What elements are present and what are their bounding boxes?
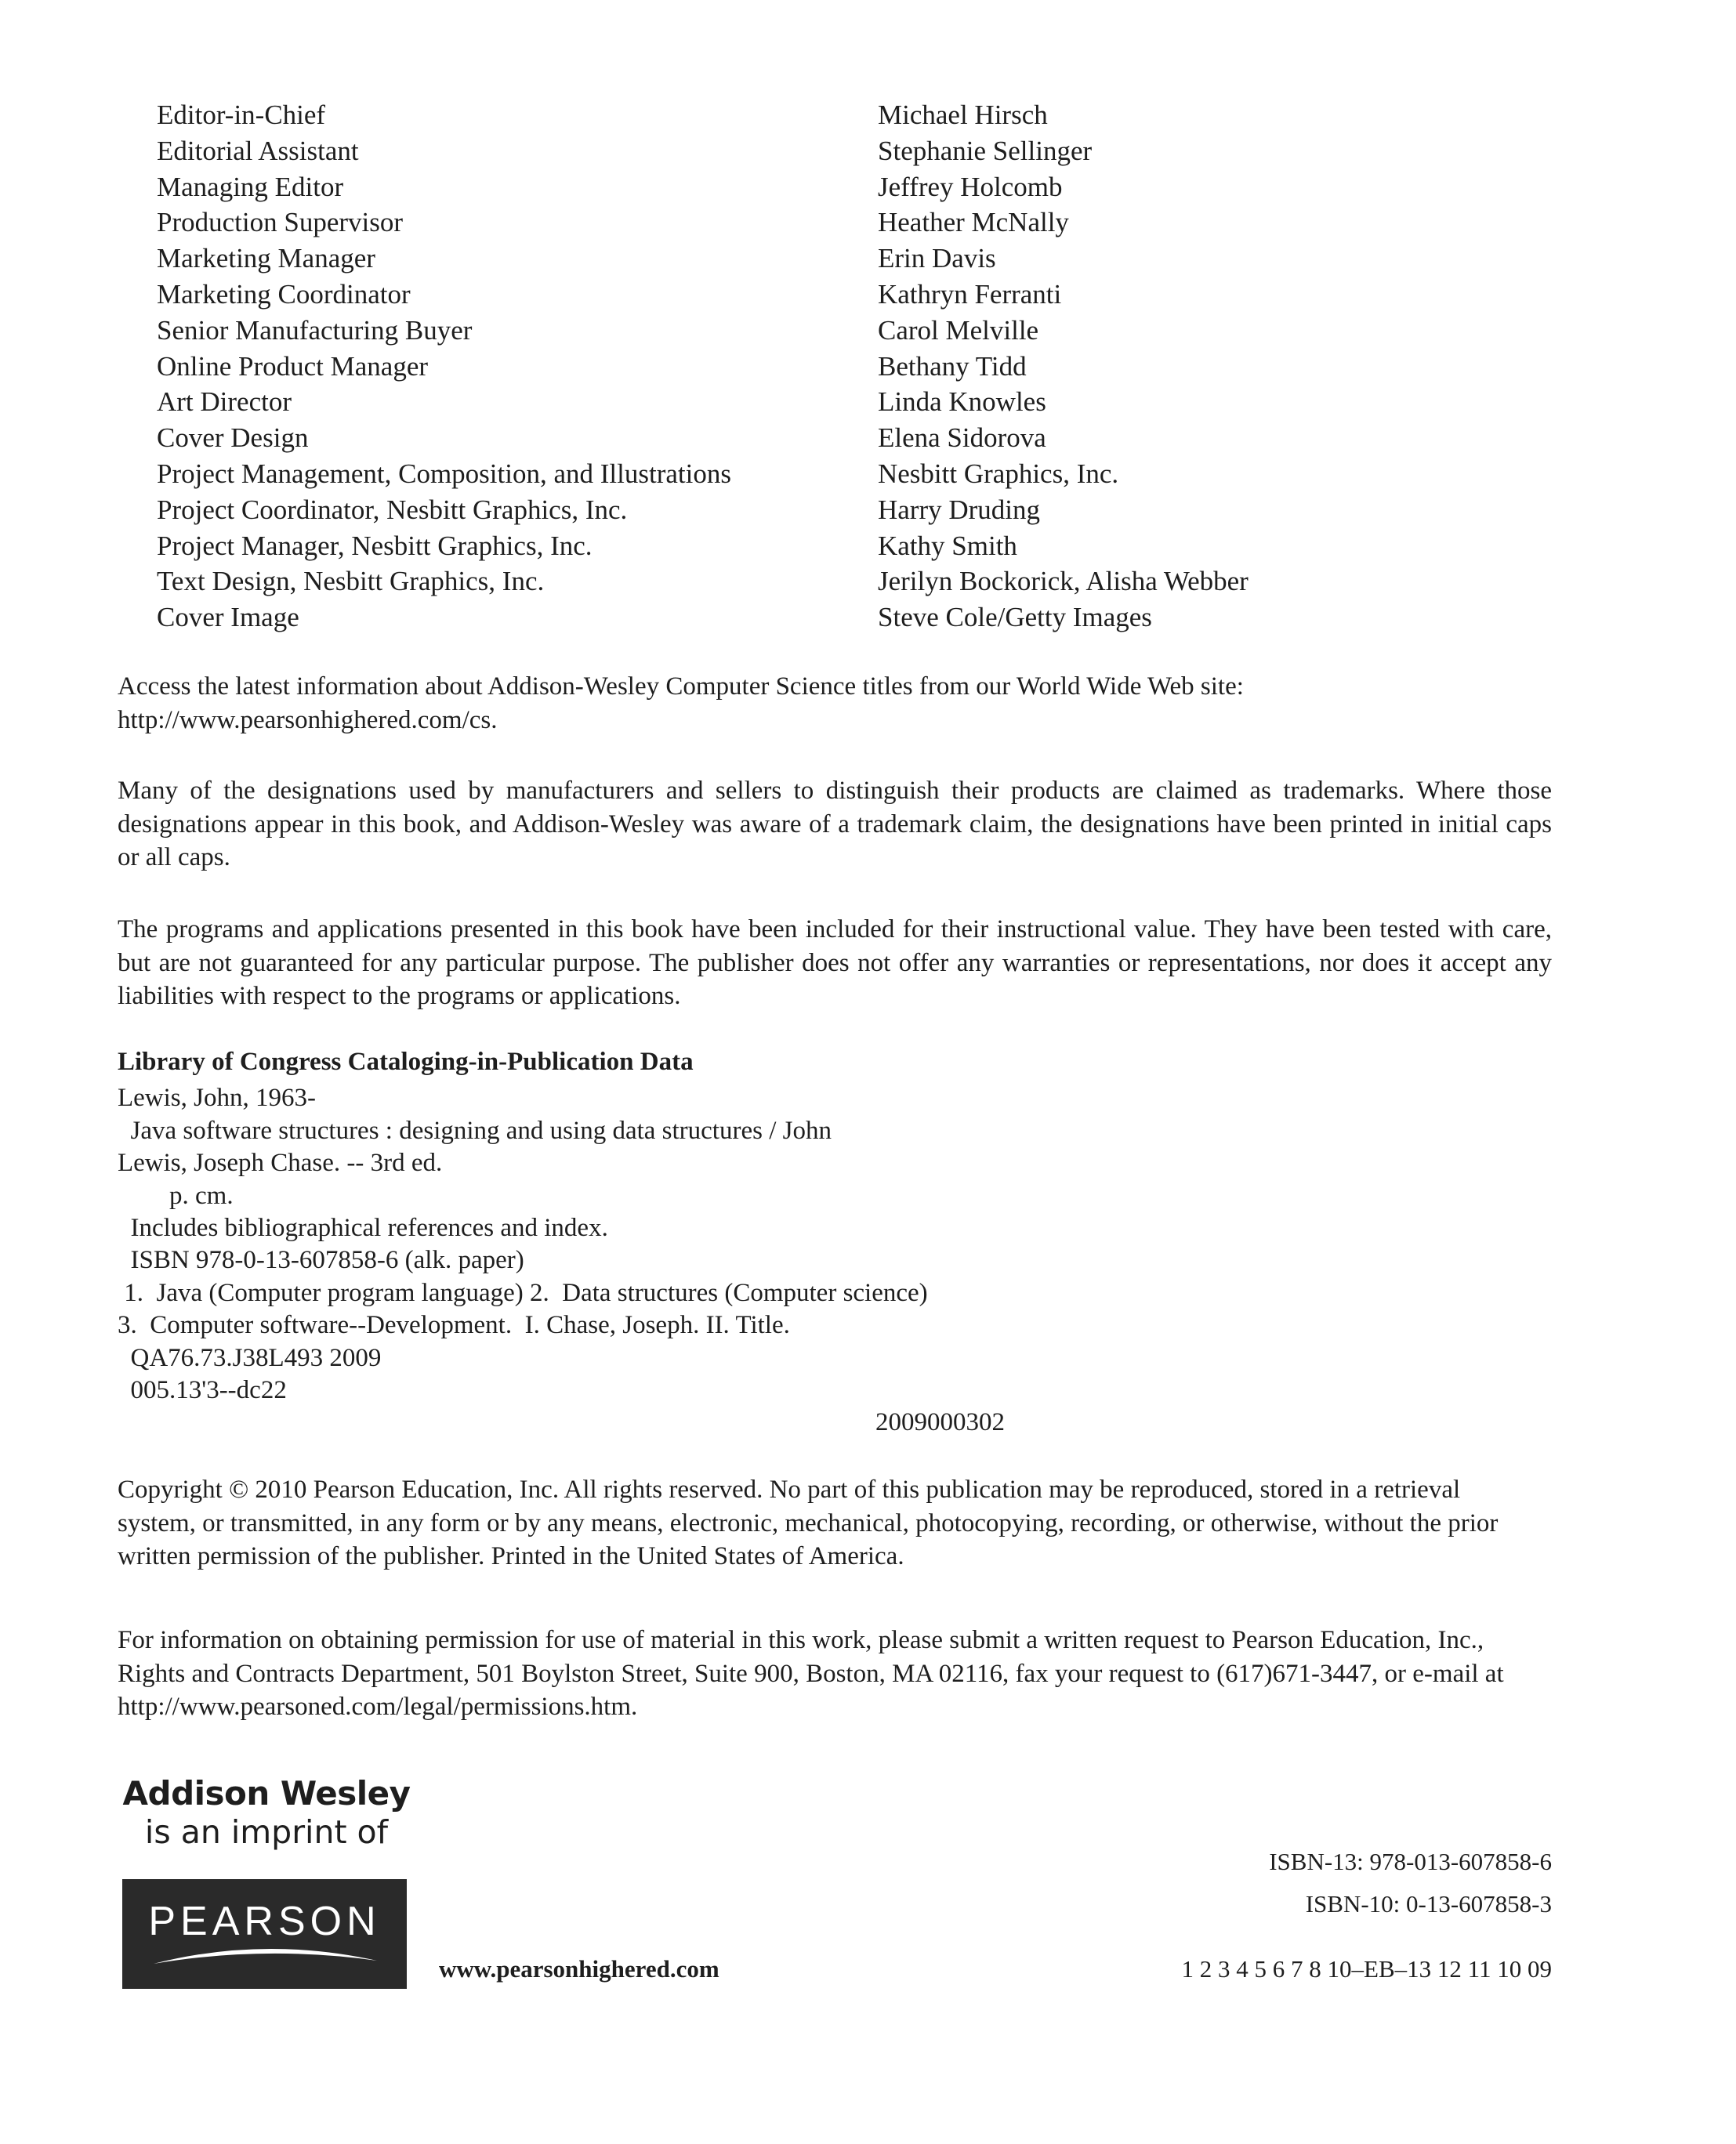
credit-role: Cover Image (157, 602, 299, 633)
warranty-notice (118, 913, 1552, 1013)
credit-row (157, 205, 1599, 241)
credit-row (157, 313, 1599, 349)
credit-row (157, 349, 1599, 385)
credit-role: Art Director (157, 386, 292, 418)
imprint-subtitle: is an imprint of (144, 1813, 389, 1851)
credit-role: Editor-in-Chief (157, 100, 326, 130)
credit-name: Linda Knowles (878, 386, 1046, 418)
pearson-logo (122, 1879, 407, 1989)
credit-row (157, 563, 1599, 599)
lccn-number: 2009000302 (875, 1408, 1005, 1437)
isbn-13: ISBN-13: 978-013-607858-6 (1269, 1848, 1552, 1875)
credit-role: Marketing Coordinator (157, 278, 411, 310)
credit-row (157, 133, 1599, 169)
cip-line: Includes bibliographical references and index. (118, 1213, 608, 1242)
warranty-notice-text: The programs and applications presented in this book have been included for their instructional value. They have been tested with care, but are not guaranteed for any particular purpose. The publisher does not offer any warranties or representations, nor does it accept any liabilities with respect to the programs or applications. (118, 915, 1552, 1010)
credit-row (157, 169, 1599, 205)
credit-name: Stephanie Sellinger (878, 135, 1093, 166)
credit-role: Production Supervisor (157, 207, 404, 238)
cip-heading: Library of Congress Cataloging-in-Publication Data (118, 1048, 694, 1076)
credit-role: Text Design, Nesbitt Graphics, Inc. (157, 566, 545, 597)
credit-name: Elena Sidorova (878, 422, 1046, 454)
credit-row (157, 456, 1599, 492)
credit-name: Harry Druding (878, 494, 1041, 525)
credit-role: Project Manager, Nesbitt Graphics, Inc. (157, 530, 593, 561)
print-line: 1 2 3 4 5 6 7 8 10–EB–13 12 11 10 09 (1181, 1955, 1552, 1983)
credit-name: Steve Cole/Getty Images (878, 602, 1152, 633)
credit-role: Project Coordinator, Nesbitt Graphics, Inc. (157, 494, 628, 525)
trademark-notice-text: Many of the designations used by manufacturers and sellers to distinguish their products are claimed as trademarks. Where those designations appear in this book, and Addison-Wesley was aware of a trademark claim, the designations have been printed in initial caps or all caps. (118, 777, 1552, 871)
cip-line: p. cm. (118, 1181, 234, 1210)
cip-line: 005.13'3--dc22 (118, 1375, 287, 1404)
isbn-10: ISBN-10: 0-13-607858-3 (1305, 1890, 1552, 1918)
credit-row (157, 97, 1599, 133)
credit-name: Kathy Smith (878, 530, 1017, 561)
credit-name: Heather McNally (878, 207, 1069, 238)
cip-line: 3. Computer software--Development. I. Chase, Joseph. II. Title. (118, 1311, 790, 1340)
imprint-statement (118, 1775, 415, 1850)
copyright-notice-text: Copyright © 2010 Pearson Education, Inc. All rights reserved. No part of this publication may be reproduced, stored in a retrieval system, or transmitted, in any form or by any means, electronic, mechanical, photocopying, recording, or otherwise, without the prior written permission of the publisher. Printed in the United States of America. (118, 1476, 1499, 1570)
cip-line: ISBN 978-0-13-607858-6 (alk. paper) (118, 1246, 524, 1275)
credit-row (157, 277, 1599, 313)
cip-line: QA76.73.J38L493 2009 (118, 1343, 382, 1372)
credit-role: Project Management, Composition, and Illustrations (157, 458, 731, 489)
credit-role: Cover Design (157, 422, 309, 454)
credit-name: Jeffrey Holcomb (878, 171, 1063, 202)
credit-name: Jerilyn Bockorick, Alisha Webber (878, 566, 1249, 597)
cip-block (118, 1046, 1058, 1440)
addison-wesley-title: Addison Wesley (122, 1774, 411, 1813)
permissions-notice-text: For information on obtaining permission for use of material in this work, please submit a written request to Pearson Education, Inc., Rights and Contracts Department, 501 Boylston Street, Suite 900, Boston, MA 02116, fax your request to (617)671-3447, or e-mail at http://www.pearsoned.com/legal/permissions.htm. (118, 1626, 1504, 1721)
credit-role: Online Product Manager (157, 350, 429, 382)
cip-line: Lewis, John, 1963- (118, 1084, 316, 1113)
credit-name: Kathryn Ferranti (878, 278, 1062, 310)
credit-name: Bethany Tidd (878, 350, 1027, 382)
cip-line: Lewis, Joseph Chase. -- 3rd ed. (118, 1149, 443, 1178)
credit-name: Michael Hirsch (878, 100, 1048, 130)
pearson-logo-text: PEARSON (148, 1899, 381, 1944)
credit-row (157, 420, 1599, 456)
pearson-swoosh-icon (122, 1879, 407, 1989)
credit-row (157, 384, 1599, 420)
credit-role: Senior Manufacturing Buyer (157, 314, 473, 346)
trademark-notice (118, 774, 1552, 875)
access-info-link[interactable]: http://www.pearsonhighered.com/cs. (118, 705, 498, 734)
credit-name: Erin Davis (878, 243, 996, 274)
credit-role: Managing Editor (157, 171, 344, 202)
credit-name: Carol Melville (878, 314, 1039, 346)
credits-list (157, 97, 1599, 636)
access-info-text: Access the latest information about Addison-Wesley Computer Science titles from our World Wide Web site: (118, 672, 1244, 701)
credit-name: Nesbitt Graphics, Inc. (878, 458, 1119, 489)
credit-row (157, 241, 1599, 277)
access-info (118, 670, 1552, 737)
cip-line: Java software structures : designing and using data structures / John (118, 1116, 832, 1145)
credit-role: Editorial Assistant (157, 135, 359, 166)
website-link[interactable]: www.pearsonhighered.com (439, 1955, 719, 1983)
credit-row (157, 599, 1599, 636)
permissions-notice (118, 1624, 1528, 1724)
credit-row (157, 528, 1599, 564)
credit-role: Marketing Manager (157, 243, 375, 274)
cip-line: 1. Java (Computer program language) 2. Data structures (Computer science) (118, 1278, 928, 1307)
credit-row (157, 492, 1599, 528)
copyright-notice (118, 1473, 1544, 1574)
